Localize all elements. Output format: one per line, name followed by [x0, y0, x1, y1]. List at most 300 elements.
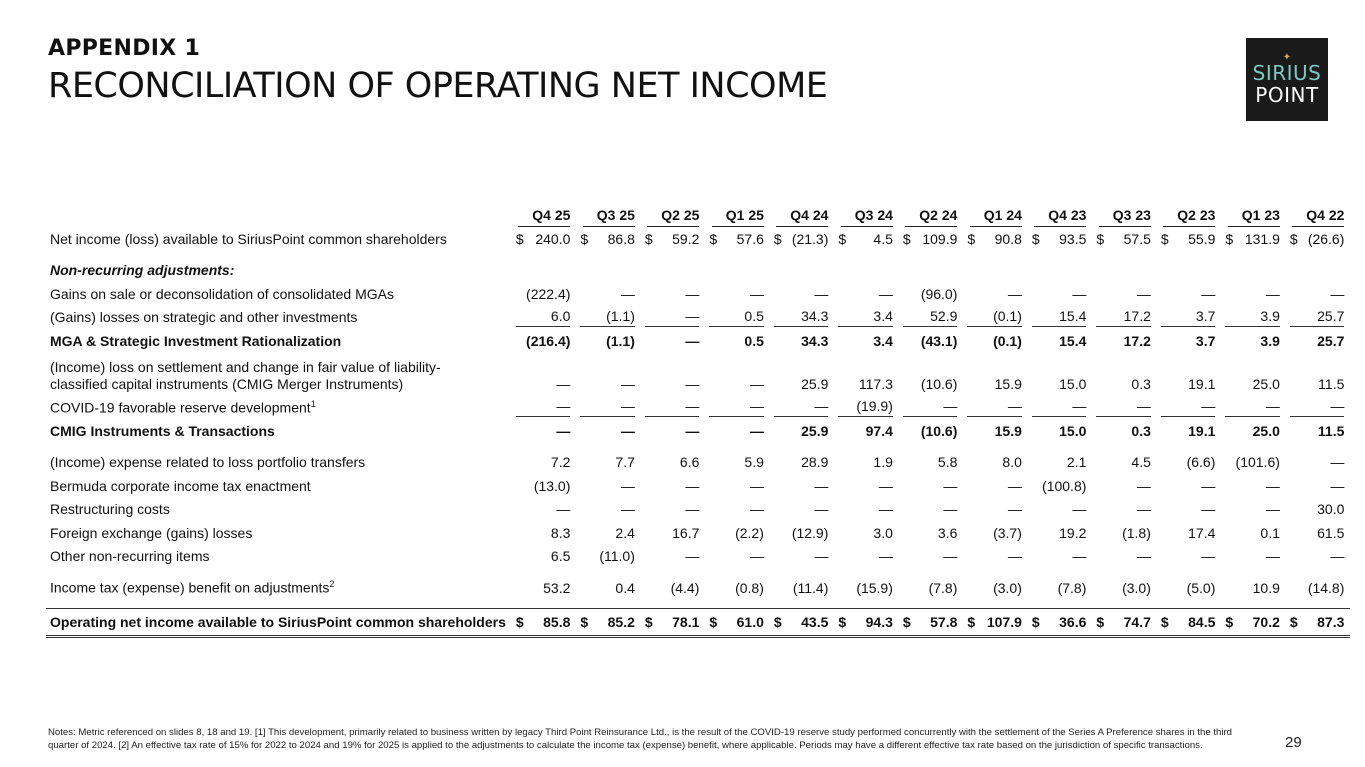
- row-label: [46, 329, 512, 353]
- value-cell: [1028, 259, 1093, 283]
- cell-value: 15.0: [1059, 422, 1087, 439]
- value-cell: [834, 353, 899, 396]
- value-cell: [834, 329, 899, 353]
- cell-value: 94.3: [865, 613, 893, 630]
- value-cell: [1221, 419, 1286, 443]
- value-cell: [576, 353, 641, 396]
- value-cell: [1221, 474, 1286, 498]
- value-cell: [576, 608, 641, 636]
- value-cell: [770, 259, 835, 283]
- value-cell: [1286, 498, 1351, 522]
- currency-symbol: $: [773, 230, 782, 247]
- cell-value: 25.9: [801, 375, 829, 392]
- cell-value: 34.3: [801, 332, 829, 349]
- row-label: [46, 353, 512, 396]
- cell-value: —: [1201, 501, 1216, 518]
- cell-value: 3.0: [873, 524, 893, 541]
- value-cell: [512, 353, 577, 396]
- value-cell: [1157, 576, 1222, 600]
- currency-symbol: $: [1289, 230, 1298, 247]
- cell-value: 16.7: [672, 524, 700, 541]
- cell-value: —: [580, 398, 635, 417]
- value-cell: [963, 498, 1028, 522]
- value-cell: [1157, 498, 1222, 522]
- cell-value: —: [1007, 548, 1022, 565]
- cell-value: (43.1): [920, 332, 958, 349]
- footnote-marker: 2: [329, 579, 335, 590]
- row-label-text: Operating net income available to SiriusPoint common shareholders: [50, 613, 506, 630]
- cell-value: (6.6): [1186, 454, 1216, 471]
- value-cell: [1221, 353, 1286, 396]
- cell-value: —: [749, 548, 764, 565]
- column-header-label: Q3 24: [841, 207, 893, 227]
- cell-value: 15.9: [994, 375, 1022, 392]
- cell-value: 8.3: [550, 524, 571, 541]
- footnotes: Notes: Metric referenced on slides 8, 18 and 19. [1] This development, primarily related to business written by legacy Third Point Reinsurance Ltd., is the result of the COVID-19 reserve study performed concurrently with the settlement of the Series A Preference shares in the third quarter of 2024. [2] An effective tax rate of 15% for 2022 to 2024 and 19% for 2025 is applied to the adjustments to calculate the income tax (expense) benefit, where applicable. Periods may have a different effective tax rate based on the jurisdiction of specific transactions.: [48, 727, 1232, 751]
- value-cell: [1028, 396, 1093, 420]
- value-cell: [1092, 498, 1157, 522]
- value-cell: [641, 545, 706, 569]
- value-cell: [1221, 545, 1286, 569]
- cell-value: 5.9: [744, 454, 764, 471]
- cell-value: 3.7: [1161, 308, 1216, 327]
- value-cell: [1286, 259, 1351, 283]
- cell-value: 3.4: [873, 332, 893, 349]
- cell-value: 93.5: [1059, 230, 1087, 247]
- column-header: [576, 201, 641, 227]
- column-header-label: Q3 23: [1099, 207, 1151, 227]
- value-cell: [899, 353, 964, 396]
- cell-value: 0.3: [1131, 422, 1151, 439]
- column-header: [1028, 201, 1093, 227]
- cell-value: (0.1): [967, 308, 1022, 327]
- row-label-text: CMIG Instruments & Transactions: [50, 422, 275, 439]
- cell-value: 85.2: [607, 613, 635, 630]
- value-cell: [576, 306, 641, 330]
- row-label-text: Restructuring costs: [50, 501, 170, 518]
- cell-value: (12.9): [791, 524, 829, 541]
- value-cell: [770, 545, 835, 569]
- value-cell: [705, 451, 770, 475]
- cell-value: —: [1072, 548, 1087, 565]
- cell-value: (14.8): [1307, 579, 1345, 596]
- cell-value: 240.0: [535, 230, 571, 247]
- currency-symbol: $: [1225, 230, 1234, 247]
- value-cell: [1286, 521, 1351, 545]
- value-cell: [770, 521, 835, 545]
- row-label-text: (Gains) losses on strategic and other investments: [50, 309, 358, 326]
- cell-value: 15.4: [1032, 308, 1087, 327]
- currency-symbol: $: [1096, 613, 1105, 630]
- value-cell: [963, 396, 1028, 420]
- currency-symbol: $: [902, 230, 911, 247]
- value-cell: [770, 498, 835, 522]
- value-cell: [899, 396, 964, 420]
- currency-symbol: $: [967, 230, 976, 247]
- cell-value: 3.9: [1260, 332, 1280, 349]
- table-row: [46, 498, 1350, 522]
- cell-value: 7.2: [550, 454, 571, 471]
- value-cell: [1221, 259, 1286, 283]
- value-cell: [899, 576, 964, 600]
- value-cell: [1028, 227, 1093, 251]
- cell-value: —: [709, 398, 764, 417]
- column-header-label: Q3 25: [583, 207, 635, 227]
- row-label-text: Income tax (expense) benefit on adjustments: [50, 580, 330, 597]
- value-cell: [899, 545, 964, 569]
- value-cell: [705, 545, 770, 569]
- cell-value: 2.1: [1066, 454, 1087, 471]
- row-label-text: Other non-recurring items: [50, 548, 210, 565]
- value-cell: [576, 282, 641, 306]
- cell-value: (5.0): [1186, 579, 1216, 596]
- value-cell: [770, 282, 835, 306]
- cell-value: —: [814, 501, 829, 518]
- column-header: [1286, 201, 1351, 227]
- value-cell: [641, 282, 706, 306]
- cell-value: 117.3: [858, 375, 893, 392]
- cell-value: —: [685, 375, 700, 392]
- cell-value: —: [903, 398, 958, 417]
- row-label-text: (Income) expense related to loss portfolio transfers: [50, 454, 366, 471]
- value-cell: [1028, 576, 1093, 600]
- value-cell: [1092, 419, 1157, 443]
- value-cell: [963, 419, 1028, 443]
- value-cell: [512, 329, 577, 353]
- cell-value: 3.9: [1225, 308, 1280, 327]
- cell-value: —: [749, 501, 764, 518]
- cell-value: —: [645, 398, 700, 417]
- value-cell: [1286, 329, 1351, 353]
- cell-value: (7.8): [928, 579, 958, 596]
- value-cell: [705, 329, 770, 353]
- currency-symbol: $: [1160, 230, 1169, 247]
- cell-value: (4.4): [670, 579, 700, 596]
- value-cell: [1221, 282, 1286, 306]
- cell-value: (15.9): [856, 579, 893, 596]
- cell-value: —: [1265, 548, 1280, 565]
- value-cell: [899, 498, 964, 522]
- cell-value: 15.4: [1059, 332, 1087, 349]
- cell-value: —: [685, 501, 700, 518]
- cell-value: —: [645, 308, 700, 327]
- value-cell: [834, 306, 899, 330]
- value-cell: [705, 419, 770, 443]
- cell-value: 25.9: [801, 422, 829, 439]
- value-cell: [963, 545, 1028, 569]
- reconciliation-table: [46, 201, 1350, 638]
- value-cell: [770, 474, 835, 498]
- value-cell: [963, 474, 1028, 498]
- cell-value: (216.4): [526, 332, 571, 349]
- cell-value: (3.0): [993, 579, 1022, 596]
- cell-value: 107.9: [986, 613, 1022, 630]
- value-cell: [576, 329, 641, 353]
- value-cell: [1028, 306, 1093, 330]
- value-cell: [770, 419, 835, 443]
- cell-value: (1.1): [580, 308, 635, 327]
- cell-value: —: [943, 477, 958, 494]
- cell-value: 19.1: [1188, 375, 1216, 392]
- cell-value: (21.3): [791, 230, 829, 247]
- table-row: [46, 396, 1350, 420]
- appendix-label: APPENDIX 1: [48, 36, 201, 61]
- cell-value: 11.5: [1317, 422, 1345, 439]
- cell-value: —: [814, 285, 829, 302]
- value-cell: [1028, 608, 1093, 636]
- table-row: [46, 329, 1350, 353]
- cell-value: —: [516, 398, 571, 417]
- cell-value: 6.5: [550, 548, 571, 565]
- value-cell: [1286, 419, 1351, 443]
- cell-value: —: [814, 548, 829, 565]
- cell-value: 43.5: [801, 613, 829, 630]
- cell-value: —: [1032, 398, 1087, 417]
- value-cell: [834, 227, 899, 251]
- cell-value: —: [814, 477, 829, 494]
- value-cell: [641, 396, 706, 420]
- value-cell: [705, 498, 770, 522]
- cell-value: —: [685, 332, 700, 349]
- value-cell: [512, 608, 577, 636]
- cell-value: (3.0): [1122, 579, 1151, 596]
- page-number: 29: [1285, 734, 1302, 751]
- page-title: RECONCILIATION OF OPERATING NET INCOME: [48, 66, 828, 106]
- value-cell: [576, 498, 641, 522]
- value-cell: [641, 498, 706, 522]
- currency-symbol: $: [1160, 613, 1169, 630]
- column-header: [834, 201, 899, 227]
- value-cell: [770, 329, 835, 353]
- value-cell: [963, 329, 1028, 353]
- value-cell: [641, 474, 706, 498]
- cell-value: (1.8): [1122, 524, 1151, 541]
- value-cell: [512, 306, 577, 330]
- value-cell: [1157, 282, 1222, 306]
- column-header: [512, 201, 577, 227]
- row-label: [46, 521, 512, 545]
- cell-value: (3.7): [993, 524, 1022, 541]
- cell-value: (0.8): [735, 579, 764, 596]
- cell-value: —: [878, 548, 893, 565]
- cell-value: 7.7: [615, 454, 635, 471]
- value-cell: [1157, 306, 1222, 330]
- row-label: [46, 545, 512, 569]
- cell-value: 28.9: [801, 454, 829, 471]
- table-row: [46, 353, 1350, 396]
- cell-value: 25.7: [1317, 332, 1345, 349]
- row-label: [46, 498, 512, 522]
- currency-symbol: $: [838, 230, 847, 247]
- value-cell: [1286, 576, 1351, 600]
- value-cell: [770, 306, 835, 330]
- currency-symbol: $: [838, 613, 847, 630]
- value-cell: [576, 521, 641, 545]
- row-label-text: (Income) loss on settlement and change in fair value of liability-: [50, 358, 441, 375]
- value-cell: [641, 576, 706, 600]
- value-cell: [705, 282, 770, 306]
- cell-value: 74.7: [1123, 613, 1151, 630]
- cell-value: 25.7: [1290, 308, 1345, 327]
- siriuspoint-logo: [1246, 38, 1328, 121]
- column-header: [1221, 201, 1286, 227]
- value-cell: [963, 306, 1028, 330]
- value-cell: [1286, 451, 1351, 475]
- value-cell: [1028, 419, 1093, 443]
- cell-value: 97.4: [865, 422, 893, 439]
- value-cell: [834, 498, 899, 522]
- value-cell: [1092, 329, 1157, 353]
- cell-value: —: [685, 285, 700, 302]
- table-header-row: [46, 201, 1350, 227]
- value-cell: [899, 474, 964, 498]
- value-cell: [512, 498, 577, 522]
- value-cell: [576, 576, 641, 600]
- cell-value: (10.6): [920, 375, 958, 392]
- cell-value: —: [556, 375, 571, 392]
- value-cell: [1221, 451, 1286, 475]
- cell-value: 57.8: [930, 613, 958, 630]
- row-label: [46, 419, 512, 443]
- value-cell: [1221, 396, 1286, 420]
- cell-value: 8.0: [1002, 454, 1022, 471]
- value-cell: [899, 451, 964, 475]
- value-cell: [512, 227, 577, 251]
- value-cell: [512, 396, 577, 420]
- cell-value: —: [1201, 477, 1216, 494]
- cell-value: —: [749, 375, 764, 392]
- cell-value: —: [1007, 501, 1022, 518]
- value-cell: [899, 329, 964, 353]
- value-cell: [576, 396, 641, 420]
- cell-value: 0.3: [1131, 375, 1151, 392]
- value-cell: [1028, 329, 1093, 353]
- value-cell: [1221, 521, 1286, 545]
- cell-value: 25.0: [1252, 422, 1280, 439]
- currency-symbol: $: [580, 230, 589, 247]
- cell-value: 25.0: [1252, 375, 1280, 392]
- value-cell: [1092, 306, 1157, 330]
- value-cell: [576, 545, 641, 569]
- cell-value: 52.9: [903, 308, 958, 327]
- row-label: [46, 576, 512, 600]
- value-cell: [1221, 306, 1286, 330]
- value-cell: [1221, 329, 1286, 353]
- value-cell: [576, 227, 641, 251]
- value-cell: [770, 396, 835, 420]
- value-cell: [512, 282, 577, 306]
- row-label: [46, 451, 512, 475]
- value-cell: [512, 259, 577, 283]
- value-cell: [1157, 329, 1222, 353]
- value-cell: [1286, 545, 1351, 569]
- cell-value: 17.4: [1188, 524, 1216, 541]
- cell-value: —: [556, 501, 571, 518]
- value-cell: [899, 608, 964, 636]
- value-cell: [1092, 576, 1157, 600]
- cell-value: —: [1136, 477, 1151, 494]
- cell-value: (11.0): [599, 548, 635, 565]
- value-cell: [1221, 227, 1286, 251]
- row-label: [46, 227, 512, 251]
- cell-value: 4.5: [1131, 454, 1151, 471]
- value-cell: [899, 306, 964, 330]
- value-cell: [1157, 259, 1222, 283]
- value-cell: [705, 306, 770, 330]
- cell-value: 19.1: [1188, 422, 1216, 439]
- currency-symbol: $: [515, 230, 524, 247]
- row-label: [46, 282, 512, 306]
- value-cell: [1157, 608, 1222, 636]
- cell-value: 15.9: [994, 422, 1022, 439]
- value-cell: [1092, 451, 1157, 475]
- cell-value: 85.8: [543, 613, 571, 630]
- value-cell: [1028, 545, 1093, 569]
- value-cell: [1092, 545, 1157, 569]
- cell-value: (26.6): [1307, 230, 1345, 247]
- column-header-label: Q1 23: [1228, 207, 1280, 227]
- cell-value: —: [1330, 477, 1345, 494]
- value-cell: [705, 608, 770, 636]
- cell-value: (101.6): [1235, 454, 1280, 471]
- value-cell: [1157, 451, 1222, 475]
- value-cell: [963, 451, 1028, 475]
- value-cell: [641, 259, 706, 283]
- cell-value: 87.3: [1317, 613, 1345, 630]
- table-row: [46, 282, 1350, 306]
- cell-value: —: [967, 398, 1022, 417]
- value-cell: [1221, 608, 1286, 636]
- value-cell: [1157, 396, 1222, 420]
- cell-value: 57.6: [736, 230, 764, 247]
- currency-symbol: $: [515, 613, 524, 630]
- cell-value: 0.5: [709, 308, 764, 327]
- cell-value: 0.1: [1260, 524, 1280, 541]
- cell-value: —: [556, 422, 571, 439]
- row-label: [46, 259, 512, 283]
- value-cell: [1028, 498, 1093, 522]
- value-cell: [1221, 576, 1286, 600]
- cell-value: —: [878, 501, 893, 518]
- row-label: [46, 608, 512, 636]
- currency-symbol: $: [709, 613, 718, 630]
- column-header-label: Q4 24: [776, 207, 828, 227]
- value-cell: [899, 282, 964, 306]
- cell-value: 57.5: [1123, 230, 1151, 247]
- cell-value: —: [1265, 477, 1280, 494]
- cell-value: —: [1265, 501, 1280, 518]
- value-cell: [641, 306, 706, 330]
- cell-value: 78.1: [672, 613, 700, 630]
- cell-value: —: [749, 477, 764, 494]
- currency-symbol: $: [1225, 613, 1234, 630]
- value-cell: [705, 576, 770, 600]
- value-cell: [1286, 608, 1351, 636]
- cell-value: —: [620, 501, 635, 518]
- cell-value: 53.2: [543, 579, 571, 596]
- value-cell: [963, 259, 1028, 283]
- cell-value: 3.7: [1195, 332, 1216, 349]
- logo-line-2: POINT: [1255, 82, 1319, 107]
- cell-value: (2.2): [735, 524, 764, 541]
- column-header-label: Q4 22: [1292, 207, 1344, 227]
- value-cell: [1157, 227, 1222, 251]
- cell-value: —: [1161, 398, 1216, 417]
- cell-value: 36.6: [1059, 613, 1087, 630]
- cell-value: 34.3: [774, 308, 829, 327]
- cell-value: 19.2: [1059, 524, 1087, 541]
- column-header-label: Q1 24: [970, 207, 1022, 227]
